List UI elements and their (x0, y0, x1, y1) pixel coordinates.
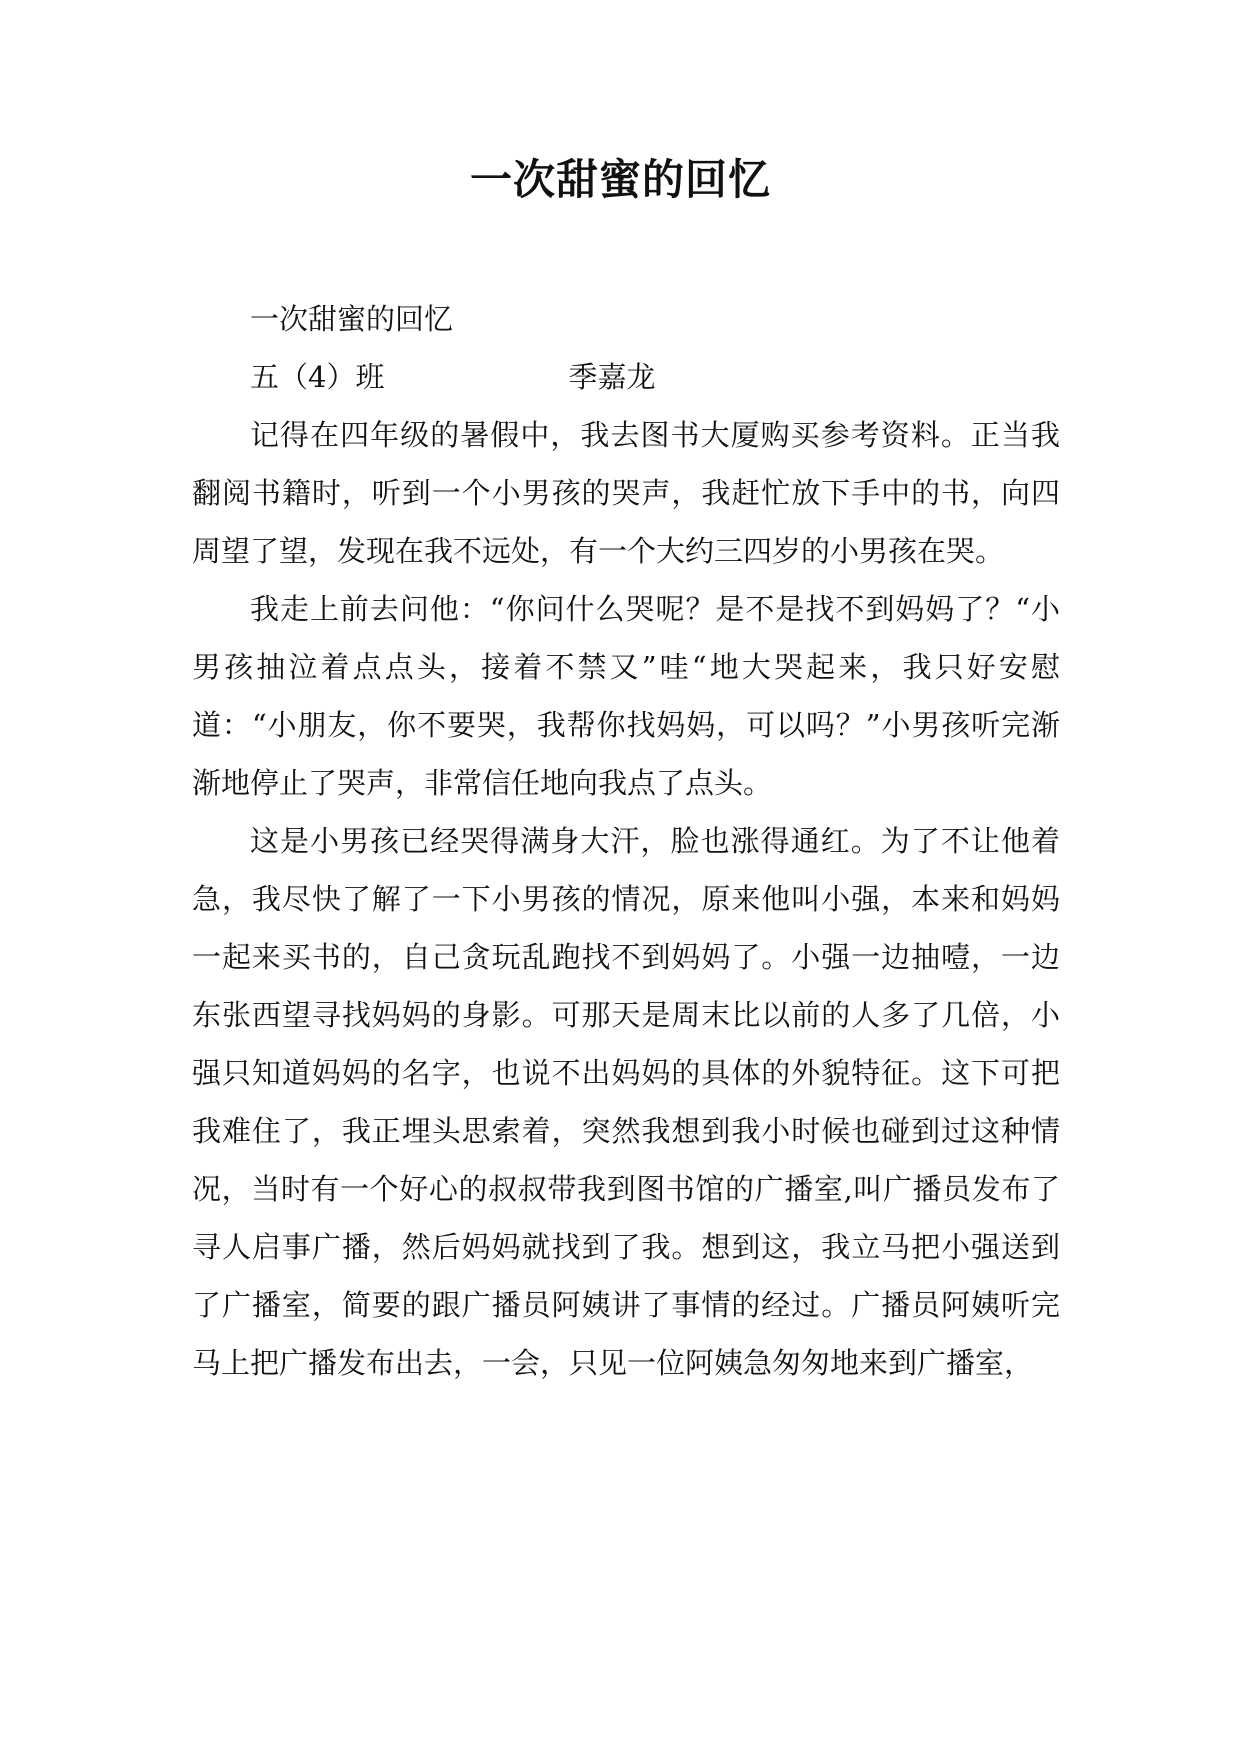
subtitle: 一次甜蜜的回忆 (250, 302, 454, 336)
class-label: 五（4）班 (250, 360, 385, 394)
paragraph: 我走上前去问他：“你问什么哭呢？是不是找不到妈妈了？“小男孩抽泣着点点头，接着不禁又”哇“地大哭起来，我只好安慰道：“小朋友，你不要哭，我帮你找妈妈，可以吗？”小男孩听完渐渐地停止了哭声，非常信任地向我点了点头。 (192, 592, 1060, 800)
document-title: 一次甜蜜的回忆 (469, 155, 771, 204)
paragraph: 这是小男孩已经哭得满身大汗，脸也涨得通红。为了不让他着急，我尽快了解了一下小男孩的情况，原来他叫小强，本来和妈妈一起来买书的，自己贪玩乱跑找不到妈妈了。小强一边抽噎，一边东张西望寻找妈妈的身影。可那天是周末比以前的人多了几倍，小强只知道妈妈的名字，也说不出妈妈的具体的外貌特征。这下可把我难住了，我正埋头思索着，突然我想到我小时候也碰到过这种情况，当时有一个好心的叔叔带我到图书馆的广播室,叫广播员发布了寻人启事广播，然后妈妈就找到了我。想到这，我立马把小强送到了广播室，简要的跟广播员阿姨讲了事情的经过。广播员阿姨听完马上把广播发布出去，一会，只见一位阿姨急匆匆地来到广播室， (192, 824, 1060, 1380)
paragraph: 记得在四年级的暑假中，我去图书大厦购买参考资料。正当我翻阅书籍时，听到一个小男孩的哭声，我赶忙放下手中的书，向四周望了望，发现在我不远处，有一个大约三四岁的小男孩在哭。 (192, 418, 1060, 568)
document-body (192, 290, 1060, 1392)
author-name: 季嘉龙 (568, 360, 656, 394)
subtitle-line (192, 290, 1060, 348)
byline (192, 348, 1060, 406)
